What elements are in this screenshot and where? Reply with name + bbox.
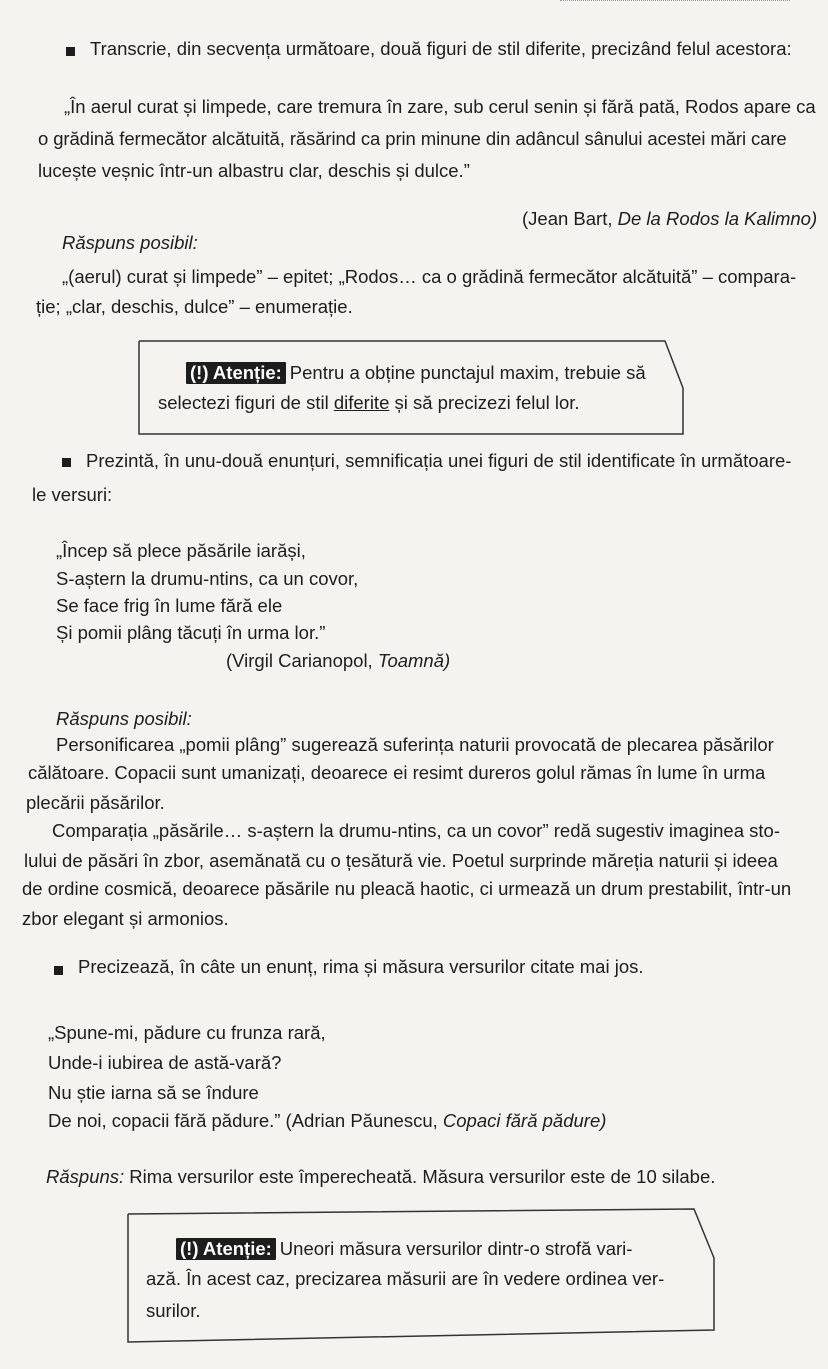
note-1-text-1: Pentru a obține punctajul maxim, trebuie să [289,362,646,383]
verse-2-3: Se face frig în lume fără ele [56,595,283,616]
answer-2-line-6: de ordine cosmică, deoarece păsările nu pleacă haotic, ci urmează un drum prestabilit, într-un [22,878,792,899]
answer-2-line-7: zbor elegant și armonios. [22,908,229,929]
source-2 [226,650,450,672]
note-1-text-2a: selectezi figuri de stil [158,392,329,413]
note-2-line-2: ază. În acest caz, precizarea măsurii are în vedere ordinea ver- [146,1268,665,1289]
attention-badge: (!) Atenție: [186,362,286,384]
note-2-line-1 [176,1238,632,1260]
verse-3-3: Nu știe iarna să se îndure [48,1082,259,1103]
task-2-line-1: Prezintă, în unu-două enunțuri, semnificația unei figuri de stil identificate în următoare- [86,450,792,471]
note-1-line-2 [158,392,580,414]
verse-3-2: Unde-i iubirea de astă-vară? [48,1052,282,1073]
quote-1-line-1: „În aerul curat și limpede, care tremura în zare, sub cerul senin și fără pată, Rodos apare ca [64,96,816,117]
answer-label-3: Răspuns: [46,1166,125,1187]
note-box-1 [138,340,688,436]
verse-3-4-text: De noi, copacii fără pădure.” (Adrian Păunescu, [48,1110,438,1131]
answer-3-text: Rima versurilor este împerecheată. Măsura versurilor este de 10 silabe. [129,1166,716,1187]
answer-1-line-1: „(aerul) curat și limpede” – epitet; „Rodos… ca o grădină fermecător alcătuită” – compara- [62,266,797,287]
verse-3-4 [48,1110,606,1132]
answer-3 [46,1166,715,1188]
task-1: Transcrie, din secvența următoare, două figuri de stil diferite, precizând felul acestora: [90,38,792,59]
note-2-line-3: surilor. [146,1300,201,1321]
bullet-icon [66,47,75,56]
answer-2-line-5: lului de păsări în zbor, asemănată cu o țesătură vie. Poetul surprinde măreția naturii și ideea [24,850,778,871]
source-3-title: Copaci fără pădure) [442,1110,607,1131]
verse-3-1: „Spune-mi, pădure cu frunza rară, [48,1022,326,1043]
answer-2-line-1: Personificarea „pomii plâng” sugerează suferința naturii provocată de plecarea păsărilor [56,734,774,755]
note-1-text-2b: diferite [333,392,390,413]
bullet-icon [62,458,71,467]
attention-badge: (!) Atenție: [176,1238,276,1260]
source-1-title: De la Rodos la Kalimno) [617,208,818,229]
bullet-icon [54,966,63,975]
verse-2-1: „Încep să plece păsările iarăși, [56,540,306,561]
verse-2-2: S-aștern la drumu-ntins, ca un covor, [56,568,359,589]
source-2-title: Toamnă) [377,650,451,671]
page-top-rule [560,0,790,7]
answer-1-line-2: ție; „clar, deschis, dulce” – enumerație. [36,296,353,317]
quote-1-line-3: lucește veșnic într-un albastru clar, deschis și dulce.” [38,160,470,181]
source-2-author: (Virgil Carianopol, [226,650,373,671]
answer-2-line-2: călătoare. Copacii sunt umanizați, deoarece ei resimt dureros golul rămas în lume în urma [28,762,766,783]
answer-label-1: Răspuns posibil: [62,232,198,253]
note-1-text-2c: și să precizezi felul lor. [394,392,580,413]
answer-2-line-4: Comparația „păsările… s-aștern la drumu-ntins, ca un covor” redă sugestiv imaginea sto- [52,820,780,841]
source-1-author: (Jean Bart, [522,208,613,229]
answer-2-line-3: plecării păsărilor. [26,792,165,813]
note-1-line-1 [186,362,646,384]
verse-2-4: Și pomii plâng tăcuți în urma lor.” [56,622,326,643]
quote-1-line-2: o grădină fermecător alcătuită, răsărind ca prin minune din adâncul sânului acestei mări care [38,128,787,149]
task-2-line-2: le versuri: [32,484,113,505]
source-1 [522,208,817,230]
note-2-text-1: Uneori măsura versurilor dintr-o strofă vari- [279,1238,633,1259]
answer-label-2: Răspuns posibil: [56,708,192,729]
task-3: Precizează, în câte un enunț, rima și măsura versurilor citate mai jos. [78,956,644,977]
